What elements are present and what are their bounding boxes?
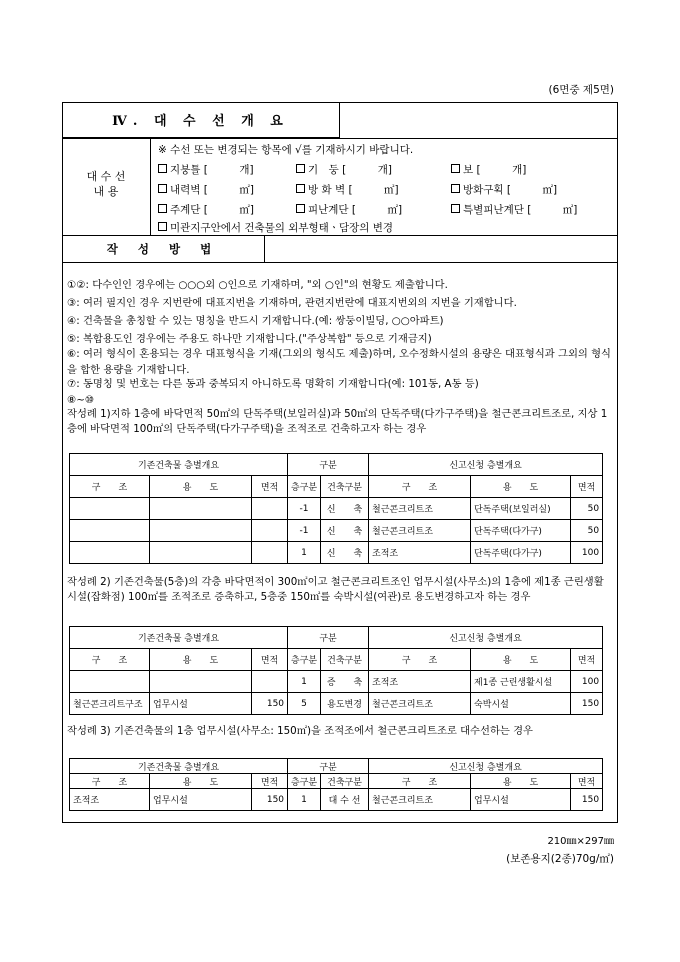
col-header: 용 도 (471, 774, 571, 789)
divider (150, 138, 151, 235)
col-header: 건축구분 (321, 476, 369, 498)
repair-label (62, 169, 150, 199)
repair-label-line2: 내 용 (93, 185, 119, 198)
repair-label-line1: 대 수 선 (86, 170, 126, 183)
checkbox[interactable] (296, 204, 305, 213)
example-1-caption: 작성례 1)지하 1층에 바닥면적 50㎡의 단독주택(보일러실)과 50㎡의 단독주택(다가구주택)을 철근콘크리트조로, 지상 1층에 바닥면적 100㎡의 단독주택(다가구주택)을 조적조로 건축하고자 하는 경우 (67, 408, 608, 435)
col-header: 구 조 (369, 774, 471, 789)
repair-instruction: ※ 수선 또는 변경되는 항목에 √를 기재하시기 바랍니다. (158, 144, 414, 156)
table-row: -1 신 축 철근콘크리트조 단독주택(다가구) 50 (70, 520, 603, 542)
table-row: -1 신 축 철근콘크리트조 단독주택(보일러실) 50 (70, 498, 603, 520)
table-row: 조적조 업무시설 150 1 대 수 선 철근콘크리트조 업무시설 150 (70, 789, 603, 811)
col-header: 구 조 (70, 476, 150, 498)
repair-option[interactable]: 미관지구안에서 건축물의 외부형태ㆍ담장의 변경 (158, 220, 393, 235)
divider (62, 262, 618, 263)
repair-option[interactable]: 방 화 벽 [ ㎡] (296, 182, 399, 197)
header-application: 신고신청 층별개요 (369, 759, 603, 774)
header-category: 구분 (288, 759, 369, 774)
checkbox[interactable] (451, 164, 460, 173)
note-6: ⑦: 동명칭 및 번호는 다른 동과 중복되지 아니하도록 명확히 기재합니다(예: 101동, A동 등) (67, 378, 479, 390)
checkbox[interactable] (158, 222, 167, 231)
table-row: 철근콘크리트구조 업무시설 150 5 용도변경 철근콘크리트조 숙박시설 150 (70, 693, 603, 715)
repair-option[interactable]: 특별피난계단 [ ㎡] (451, 202, 577, 217)
table-row: 1 신 축 조적조 단독주택(다가구) 100 (70, 542, 603, 564)
col-header: 층구분 (288, 774, 321, 789)
page-number: (6면중 제5면) (548, 84, 614, 96)
col-header: 용 도 (150, 476, 252, 498)
col-header: 구 조 (369, 476, 471, 498)
example-1-table (69, 453, 603, 564)
col-header: 용 도 (150, 774, 252, 789)
divider (264, 235, 265, 262)
checkbox[interactable] (296, 184, 305, 193)
checkbox[interactable] (158, 164, 167, 173)
note-7: ⑧∼⑩ (67, 394, 95, 406)
col-header: 건축구분 (321, 774, 369, 789)
col-header: 구 조 (70, 649, 150, 671)
col-header: 구 조 (70, 774, 150, 789)
note-3: ④: 건축물을 총칭할 수 있는 명칭을 반드시 기재합니다.(예: 쌍둥이빌딩, ○○아파트) (67, 315, 444, 327)
header-existing: 기존건축물 층별개요 (70, 454, 288, 476)
repair-option[interactable]: 내력벽 [ ㎡] (158, 182, 254, 197)
example-3-caption: 작성례 3) 기존건축물의 1층 업무시설(사무소: 150㎡)을 조적조에서 철근콘크리트조로 대수선하는 경우 (67, 725, 534, 737)
divider (62, 138, 618, 139)
paper-size: 210㎜×297㎜ (547, 836, 614, 847)
col-header: 면적 (252, 774, 288, 789)
repair-option[interactable]: 지붕틀 [ 개] (158, 162, 254, 177)
checkbox[interactable] (158, 204, 167, 213)
example-2-table (69, 626, 603, 715)
note-1: ①②: 다수인인 경우에는 ○○○외 ○인으로 기재하며, "외 ○인"의 현황도 제출합니다. (67, 279, 448, 291)
checkbox[interactable] (451, 184, 460, 193)
col-header: 층구분 (288, 649, 321, 671)
example-2-caption: 작성례 2) 기존건축물(5층)의 각층 바닥면적이 300㎡이고 철근콘크리트조인 업무시설(사무소)의 1층에 제1종 근린생활시설(잡화점) 100㎡를 조적조로 증축하고, 5층중 150㎡를 숙박시설(여관)로 용도변경하고자 하는 경우 (67, 576, 604, 603)
col-header: 건축구분 (321, 649, 369, 671)
col-header: 용 도 (471, 649, 571, 671)
example-3-table (69, 758, 603, 811)
header-category: 구분 (288, 627, 369, 649)
method-title: 작 성 방 법 (106, 241, 220, 256)
paper-type: (보존용지(2종)70g/㎡) (506, 853, 614, 865)
header-existing: 기존건축물 층별개요 (70, 759, 288, 774)
repair-option[interactable]: 방화구획 [ ㎡] (451, 182, 557, 197)
header-application: 신고신청 층별개요 (369, 627, 603, 649)
checkbox[interactable] (296, 164, 305, 173)
section-title: Ⅳ. 대 수 선 개 요 (112, 114, 289, 129)
col-header: 면적 (252, 649, 288, 671)
col-header: 면적 (252, 476, 288, 498)
repair-option[interactable]: 피난계단 [ ㎡] (296, 202, 402, 217)
note-4: ⑤: 복합용도인 경우에는 주용도 하나만 기재합니다.("주상복합" 등으로 기재금지) (67, 333, 432, 345)
col-header: 용 도 (471, 476, 571, 498)
note-2: ③: 여러 필지인 경우 지번란에 대표지번을 기재하며, 관련지번란에 대표지번외의 지번을 기재합니다. (67, 297, 517, 309)
col-header: 면적 (571, 476, 603, 498)
checkbox[interactable] (158, 184, 167, 193)
header-category: 구분 (288, 454, 369, 476)
repair-option[interactable]: 기 둥 [ 개] (296, 162, 392, 177)
col-header: 구 조 (369, 649, 471, 671)
checkbox[interactable] (451, 204, 460, 213)
col-header: 면적 (571, 649, 603, 671)
col-header: 층구분 (288, 476, 321, 498)
section-title-box (62, 102, 340, 138)
header-application: 신고신청 층별개요 (369, 454, 603, 476)
col-header: 면적 (571, 774, 603, 789)
header-existing: 기존건축물 층별개요 (70, 627, 288, 649)
col-header: 용 도 (150, 649, 252, 671)
repair-option[interactable]: 보 [ 개] (451, 162, 526, 177)
table-row: 1 증 축 조적조 제1종 근린생활시설 100 (70, 671, 603, 693)
note-5: ⑥: 여러 형식이 혼용되는 경우 대표형식을 기재(그외의 형식도 제출)하며, 오수정화시설의 용량은 대표형식과 그외의 형식을 합한 용량을 기재합니다. (67, 348, 612, 376)
repair-option[interactable]: 주계단 [ ㎡] (158, 202, 254, 217)
